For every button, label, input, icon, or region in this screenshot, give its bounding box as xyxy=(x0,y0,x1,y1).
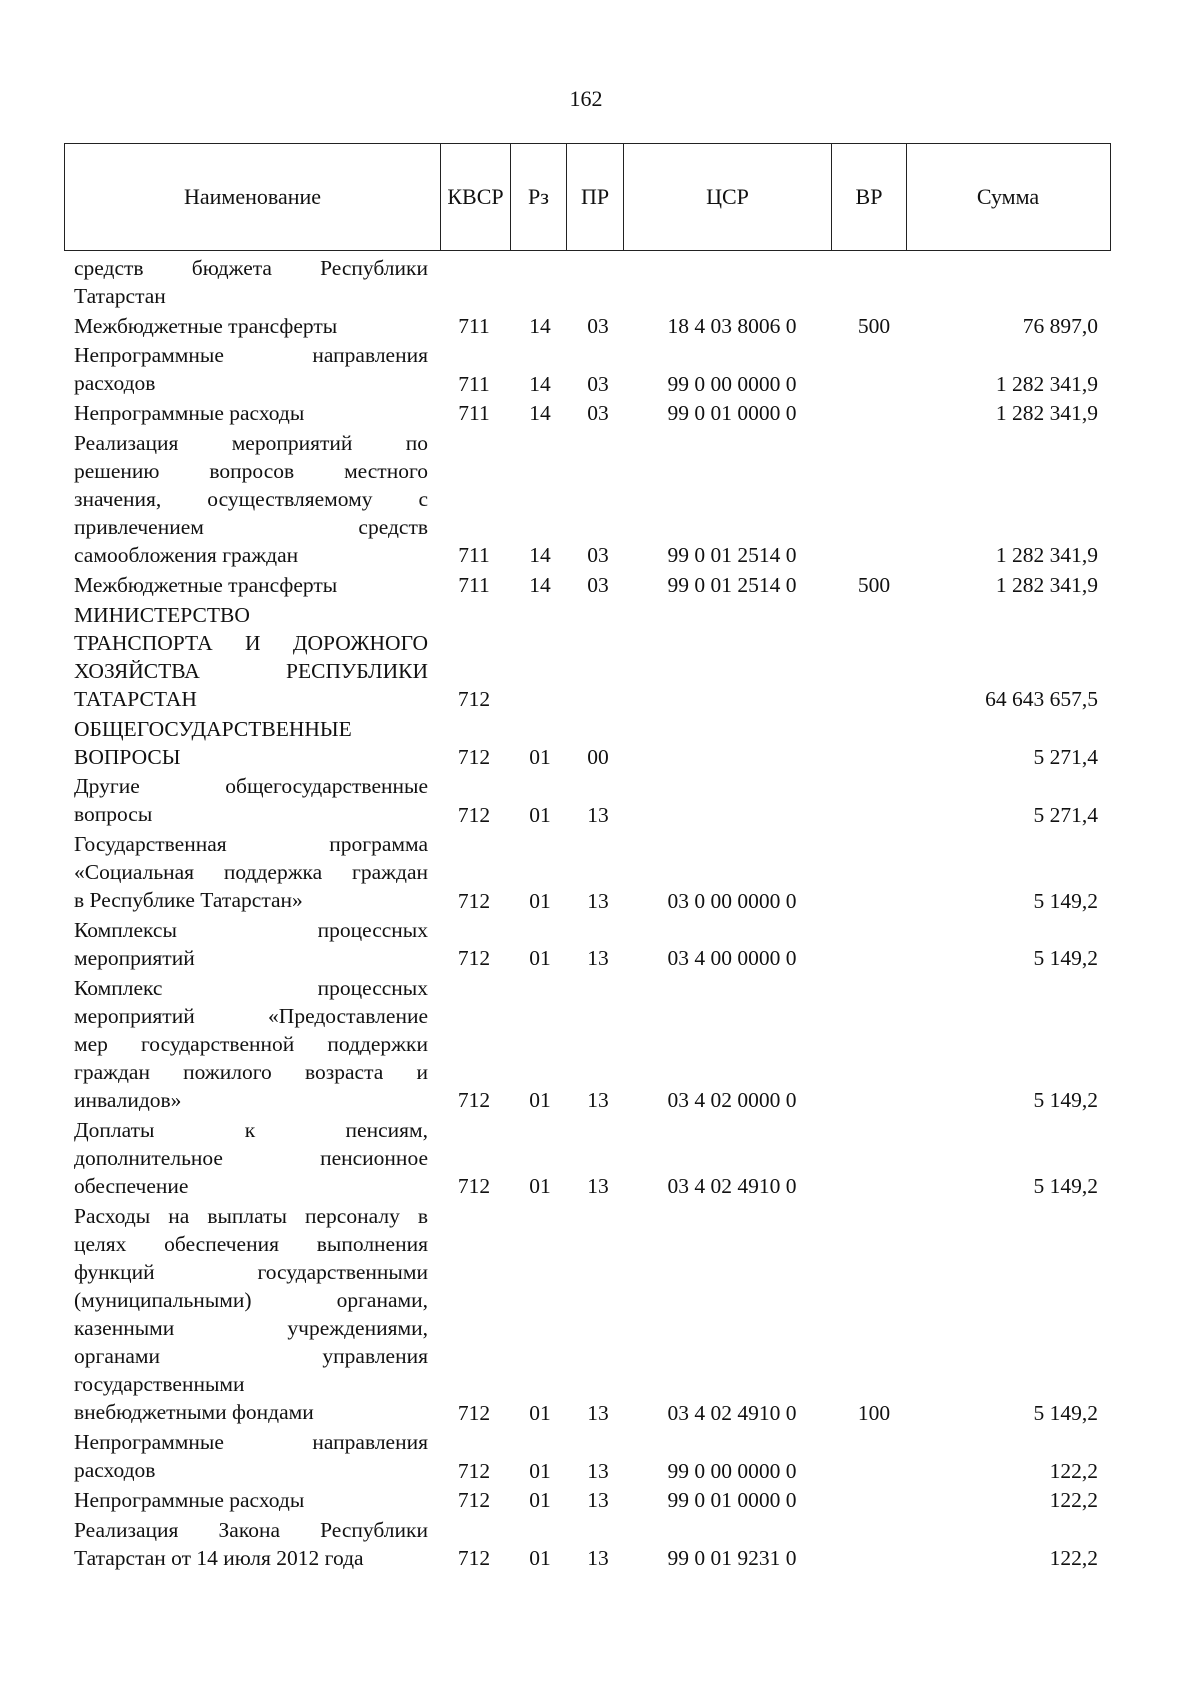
row-name-line: мероприятий xyxy=(74,946,195,971)
cell-kvsr: 712 xyxy=(457,1458,491,1483)
table-row xyxy=(0,341,1200,397)
row-name-line: дополнительное пенсионное xyxy=(74,1146,428,1171)
cell-sum: 5 149,2 xyxy=(1033,888,1098,913)
row-name-line: Непрограммные направления xyxy=(74,1430,428,1455)
header-csr: ЦСР xyxy=(624,144,832,250)
cell-kvsr: 712 xyxy=(457,1174,491,1199)
cell-pr: 13 xyxy=(587,802,609,827)
cell-sum: 122,2 xyxy=(1049,1545,1098,1570)
row-name-line: казенными учреждениями, xyxy=(74,1315,428,1340)
row-name-line: Другие общегосударственные xyxy=(74,774,428,799)
table-row xyxy=(0,715,1200,771)
table-row xyxy=(0,1428,1200,1484)
row-name-line: Непрограммные расходы xyxy=(74,401,305,426)
row-name-line: ОБЩЕГОСУДАРСТВЕННЫЕ xyxy=(74,716,352,741)
row-name xyxy=(74,1116,428,1200)
cell-rz: 14 xyxy=(529,543,551,568)
table-row xyxy=(0,772,1200,828)
cell-kvsr: 711 xyxy=(458,573,490,598)
row-name xyxy=(74,830,428,914)
cell-sum: 122,2 xyxy=(1049,1488,1098,1513)
row-name-line: Межбюджетные трансферты xyxy=(74,313,338,338)
cell-pr: 13 xyxy=(587,1488,609,1513)
cell-kvsr: 711 xyxy=(458,543,490,568)
row-name-line: Реализация Закона Республики xyxy=(74,1517,428,1542)
cell-csr: 03 0 00 0000 0 xyxy=(667,888,797,913)
table-row xyxy=(0,312,1200,340)
row-name-line: средств бюджета Республики xyxy=(74,256,428,280)
cell-pr: 00 xyxy=(587,744,609,769)
cell-pr: 13 xyxy=(587,1088,609,1113)
cell-sum: 1 282 341,9 xyxy=(995,573,1098,598)
table-row xyxy=(0,429,1200,570)
row-name-line: функций государственными xyxy=(74,1259,428,1284)
cell-sum: 1 282 341,9 xyxy=(995,543,1098,568)
row-name-line: органами управления xyxy=(74,1343,428,1368)
row-name-line: обеспечение xyxy=(74,1174,189,1199)
row-name-line: ХОЗЯЙСТВА РЕСПУБЛИКИ xyxy=(74,658,428,683)
cell-sum: 1 282 341,9 xyxy=(995,371,1098,396)
row-name-line: вопросы xyxy=(74,802,153,827)
cell-csr: 99 0 01 2514 0 xyxy=(667,543,797,568)
cell-sum: 76 897,0 xyxy=(1022,313,1098,338)
cell-csr: 99 0 00 0000 0 xyxy=(667,1458,797,1483)
cell-kvsr: 712 xyxy=(457,802,491,827)
row-name-line: мероприятий «Предоставление xyxy=(74,1003,428,1028)
cell-vr: 500 xyxy=(857,573,891,598)
row-name-line: мер государственной поддержки xyxy=(74,1031,428,1056)
table-row xyxy=(0,254,1200,310)
table-row xyxy=(0,830,1200,914)
cell-kvsr: 712 xyxy=(457,946,491,971)
row-name xyxy=(74,1428,428,1484)
cell-csr: 99 0 00 0000 0 xyxy=(667,371,797,396)
cell-rz: 14 xyxy=(529,573,551,598)
cell-kvsr: 711 xyxy=(458,401,490,426)
cell-kvsr: 712 xyxy=(457,687,491,712)
row-name-line: Доплаты к пенсиям, xyxy=(74,1118,428,1143)
cell-rz: 01 xyxy=(529,1088,551,1113)
row-name-line: целях обеспечения выполнения xyxy=(74,1231,428,1256)
header-kvsr: КВСР xyxy=(441,144,511,250)
cell-rz: 01 xyxy=(529,1545,551,1570)
cell-pr: 13 xyxy=(587,1458,609,1483)
row-name-line: Непрограммные направления xyxy=(74,343,428,368)
row-name xyxy=(74,254,428,310)
header-pr: ПР xyxy=(567,144,624,250)
cell-rz: 01 xyxy=(529,1400,551,1425)
cell-csr: 99 0 01 0000 0 xyxy=(667,401,797,426)
row-name-line: граждан пожилого возраста и xyxy=(74,1059,428,1084)
cell-rz: 01 xyxy=(529,1488,551,1513)
row-name xyxy=(74,312,428,340)
row-name-line: Непрограммные расходы xyxy=(74,1488,305,1513)
cell-csr: 99 0 01 9231 0 xyxy=(667,1545,797,1570)
cell-rz: 14 xyxy=(529,313,551,338)
cell-kvsr: 711 xyxy=(458,313,490,338)
cell-sum: 5 149,2 xyxy=(1033,1088,1098,1113)
cell-sum: 5 149,2 xyxy=(1033,1400,1098,1425)
cell-sum: 64 643 657,5 xyxy=(985,687,1098,712)
header-rz: Рз xyxy=(511,144,567,250)
cell-rz: 01 xyxy=(529,946,551,971)
cell-kvsr: 712 xyxy=(457,1088,491,1113)
row-name-line: внебюджетными фондами xyxy=(74,1399,314,1424)
row-name xyxy=(74,772,428,828)
cell-pr: 03 xyxy=(587,371,609,396)
cell-sum: 5 271,4 xyxy=(1033,744,1098,769)
row-name xyxy=(74,916,428,972)
row-name-line: расходов xyxy=(74,1458,156,1483)
table-row xyxy=(0,1486,1200,1514)
row-name-line: Татарстан xyxy=(74,284,166,308)
cell-csr: 99 0 01 2514 0 xyxy=(667,573,797,598)
row-name xyxy=(74,1516,428,1572)
header-vr: ВР xyxy=(832,144,907,250)
row-name-line: ТРАНСПОРТА И ДОРОЖНОГО xyxy=(74,630,428,655)
cell-pr: 03 xyxy=(587,401,609,426)
row-name-line: Реализация мероприятий по xyxy=(74,430,428,455)
cell-sum: 1 282 341,9 xyxy=(995,401,1098,426)
header-sum: Сумма xyxy=(976,184,1040,209)
row-name-line: Татарстан от 14 июля 2012 года xyxy=(74,1545,364,1570)
cell-kvsr: 712 xyxy=(457,1400,491,1425)
table-row xyxy=(0,916,1200,972)
row-name xyxy=(74,399,428,427)
cell-csr: 99 0 01 0000 0 xyxy=(667,1488,797,1513)
cell-rz: 01 xyxy=(529,1174,551,1199)
row-name-line: Комплекс процессных xyxy=(74,975,428,1000)
cell-pr: 13 xyxy=(587,888,609,913)
page-number xyxy=(0,86,1200,112)
cell-pr: 03 xyxy=(587,543,609,568)
row-name xyxy=(74,429,428,569)
page-number-text: 162 xyxy=(569,86,603,111)
row-name-line: «Социальная поддержка граждан xyxy=(74,860,428,885)
cell-kvsr: 712 xyxy=(457,888,491,913)
cell-rz: 14 xyxy=(529,401,551,426)
cell-rz: 01 xyxy=(529,1458,551,1483)
row-name-line: решению вопросов местного xyxy=(74,458,428,483)
cell-kvsr: 711 xyxy=(458,371,490,396)
row-name-line: расходов xyxy=(74,371,156,396)
row-name-line: в Республике Татарстан» xyxy=(74,888,303,913)
cell-csr: 03 4 02 4910 0 xyxy=(667,1400,797,1425)
cell-csr: 03 4 02 4910 0 xyxy=(667,1174,797,1199)
row-name-line: МИНИСТЕРСТВО xyxy=(74,602,250,627)
row-name-line: ВОПРОСЫ xyxy=(74,744,181,769)
cell-vr: 100 xyxy=(857,1400,891,1425)
table-row xyxy=(0,1202,1200,1427)
cell-rz: 14 xyxy=(529,371,551,396)
cell-pr: 13 xyxy=(587,946,609,971)
row-name-line: самообложения граждан xyxy=(74,542,299,567)
cell-kvsr: 712 xyxy=(457,1488,491,1513)
cell-rz: 01 xyxy=(529,744,551,769)
cell-kvsr: 712 xyxy=(457,1545,491,1570)
cell-rz: 01 xyxy=(529,888,551,913)
cell-csr: 03 4 00 0000 0 xyxy=(667,946,797,971)
cell-csr: 18 4 03 8006 0 xyxy=(667,313,797,338)
row-name-line: Государственная программа xyxy=(74,832,428,857)
cell-vr: 500 xyxy=(857,313,891,338)
cell-pr: 03 xyxy=(587,573,609,598)
cell-pr: 13 xyxy=(587,1400,609,1425)
row-name-line: значения, осуществляемому с xyxy=(74,486,428,511)
cell-sum: 5 149,2 xyxy=(1033,1174,1098,1199)
cell-pr: 13 xyxy=(587,1545,609,1570)
cell-rz: 01 xyxy=(529,802,551,827)
header-name: Наименование xyxy=(65,144,441,250)
row-name-line: привлечением средств xyxy=(74,514,428,539)
table-row xyxy=(0,974,1200,1115)
row-name-line: (муниципальными) органами, xyxy=(74,1287,428,1312)
cell-sum: 5 271,4 xyxy=(1033,802,1098,827)
table-header xyxy=(64,143,1111,251)
row-name-line: государственными xyxy=(74,1371,245,1396)
table-body xyxy=(0,254,1200,1574)
table-row xyxy=(0,601,1200,713)
cell-pr: 13 xyxy=(587,1174,609,1199)
row-name xyxy=(74,571,428,599)
row-name xyxy=(74,715,428,771)
row-name xyxy=(74,341,428,397)
table-row xyxy=(0,1116,1200,1200)
row-name xyxy=(74,1486,428,1514)
table-row xyxy=(0,399,1200,427)
row-name-line: Межбюджетные трансферты xyxy=(74,573,338,598)
cell-csr: 03 4 02 0000 0 xyxy=(667,1088,797,1113)
row-name-line: Комплексы процессных xyxy=(74,918,428,943)
row-name xyxy=(74,1202,428,1426)
cell-sum: 122,2 xyxy=(1049,1458,1098,1483)
row-name-line: Расходы на выплаты персоналу в xyxy=(74,1203,428,1228)
table-row xyxy=(0,571,1200,599)
cell-sum: 5 149,2 xyxy=(1033,946,1098,971)
row-name xyxy=(74,601,428,713)
cell-pr: 03 xyxy=(587,313,609,338)
cell-kvsr: 712 xyxy=(457,744,491,769)
row-name xyxy=(74,974,428,1114)
row-name-line: инвалидов» xyxy=(74,1087,182,1112)
row-name-line: ТАТАРСТАН xyxy=(74,686,197,711)
table-row xyxy=(0,1516,1200,1572)
